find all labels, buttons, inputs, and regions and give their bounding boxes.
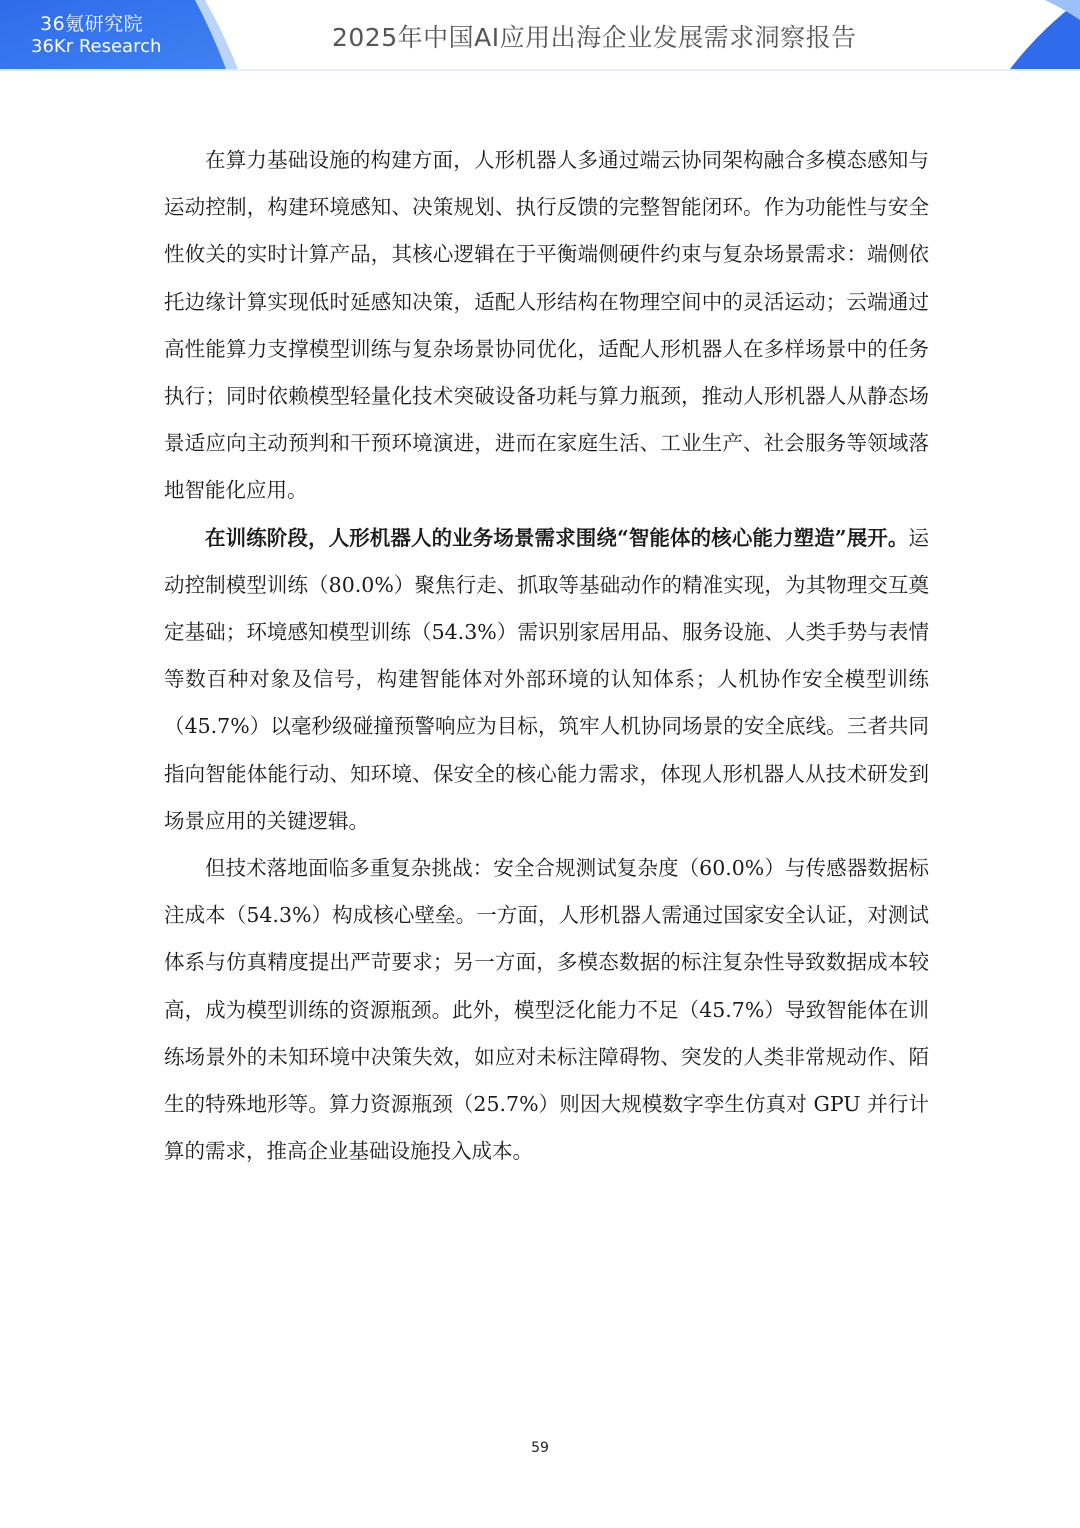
report-title: 2025年中国AI应用出海企业发展需求洞察报告 (332, 23, 857, 52)
paragraph-2-lead: 在训练阶段，人形机器人的业务场景需求围绕“智能体的核心能力塑造”展开。 (205, 525, 909, 550)
corner-accent-shape (1000, 0, 1080, 69)
paragraph-3-text: 但技术落地面临多重复杂挑战：安全合规测试复杂度（60.0%）与传感器数据标注成本（54.3%）构成核心壁垒。一方面，人形机器人需通过国家安全认证，对测试体系与仿真精度提出严苛要求；另一方面，多模态数据的标注复杂性导致数据成本较高，成为模型训练的资源瓶颈。此外，模型泛化能力不足（45.7%）导致智能体在训练场景外的未知环境中决策失效，如应对未标注障碍物、突发的人类非常规动作、陌生的特殊地形等。算力资源瓶颈（25.7%）则因大规模数字孪生仿真对 GPU 并行计算的需求，推高企业基础设施投入成本。 (164, 856, 929, 1164)
page-header (0, 0, 1080, 71)
paragraph-3 (164, 845, 929, 1175)
brand-name-en: 36Kr Research (31, 36, 162, 57)
paragraph-1 (164, 137, 929, 515)
paragraph-2-text: 运动控制模型训练（80.0%）聚焦行走、抓取等基础动作的精准实现，为其物理交互奠定基础；环境感知模型训练（54.3%）需识别家居用品、服务设施、人类手势与表情等数百种对象及信号，构建智能体对外部环境的认知体系；人机协作安全模型训练（45.7%）以毫秒级碰撞预警响应为目标，筑牢人机协同场景的安全底线。三者共同指向智能体能行动、知环境、保安全的核心能力需求，体现人形机器人从技术研发到场景应用的关键逻辑。 (164, 525, 929, 833)
page-number: 59 (531, 1440, 549, 1456)
paragraph-2 (164, 515, 929, 845)
body-text (164, 137, 929, 1175)
brand-name-cn: 36氪研究院 (40, 13, 144, 35)
brand-logo (0, 0, 240, 69)
paragraph-1-text: 在算力基础设施的构建方面，人形机器人多通过端云协同架构融合多模态感知与运动控制，构建环境感知、决策规划、执行反馈的完整智能闭环。作为功能性与安全性攸关的实时计算产品，其核心逻辑在于平衡端侧硬件约束与复杂场景需求：端侧依托边缘计算实现低时延感知决策，适配人形结构在物理空间中的灵活运动；云端通过高性能算力支撑模型训练与复杂场景协同优化，适配人形机器人在多样场景中的任务执行；同时依赖模型轻量化技术突破设备功耗与算力瓶颈，推动人形机器人从静态场景适应向主动预判和干预环境演进，进而在家庭生活、工业生产、社会服务等领域落地智能化应用。 (164, 148, 929, 503)
